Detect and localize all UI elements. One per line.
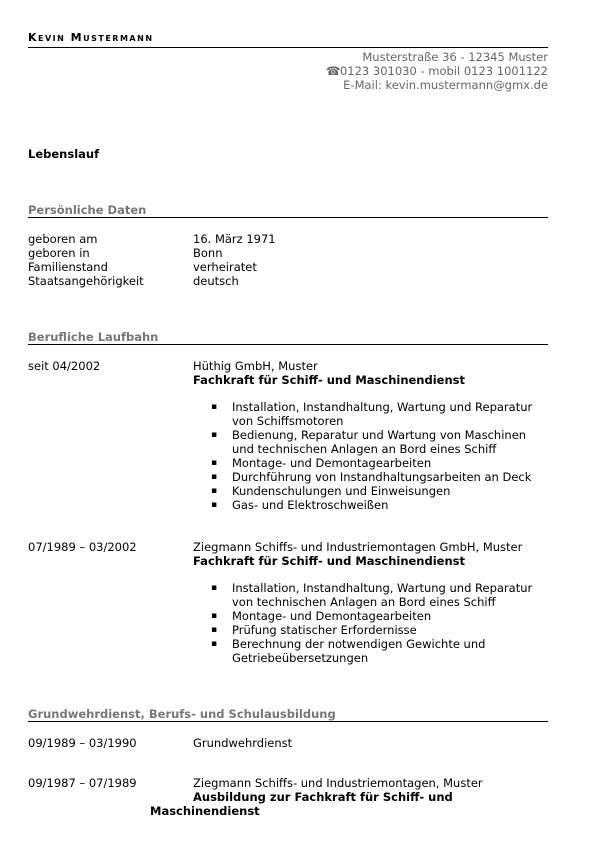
personal-label: geboren am (28, 232, 98, 246)
career-task: ▪ Prüfung statischer Erfordernisse (193, 623, 548, 637)
education-text: Grundwehrdienst (193, 736, 293, 750)
section-heading-education: Grundwehrdienst, Berufs- und Schulausbildung (28, 707, 336, 721)
career-role: Fachkraft für Schiff- und Maschinendienst (193, 554, 465, 568)
personal-label: geboren in (28, 246, 90, 260)
personal-value: Bonn (193, 246, 223, 260)
career-period: seit 04/2002 (28, 359, 101, 373)
personal-value: deutsch (193, 274, 239, 288)
career-company: Hüthig GmbH, Muster (193, 359, 318, 373)
section-rule-personal (28, 217, 548, 218)
document-title: Lebenslauf (28, 147, 100, 161)
career-task: ▪ Montage- und Demontagearbeiten (193, 609, 548, 623)
career-task-list (193, 581, 548, 665)
personal-label: Staatsangehörigkeit (28, 274, 144, 288)
career-task: ▪ Kundenschulungen und Einweisungen (193, 484, 548, 498)
career-task: ▪ Durchführung von Instandhaltungsarbeiten an Deck (193, 470, 548, 484)
career-task: ▪ Bedienung, Reparatur und Wartung von Maschinen und technischen Anlagen an Bord eines Schiff (193, 428, 548, 456)
telephone-icon: ☎ (325, 64, 341, 78)
contact-phone (326, 64, 548, 78)
section-rule-education (28, 721, 548, 722)
education-period: 09/1987 – 07/1989 (28, 776, 137, 790)
personal-value: 16. März 1971 (193, 232, 276, 246)
applicant-name: Kevin Mustermann (28, 31, 154, 44)
section-heading-personal: Persönliche Daten (28, 203, 147, 217)
contact-phone-text: 0123 301030 - mobil 0123 1001122 (339, 64, 548, 78)
education-role: Ausbildung zur Fachkraft für Schiff- und (193, 790, 453, 804)
education-company: Ziegmann Schiffs- und Industriemontagen, Muster (193, 776, 483, 790)
header-rule (28, 47, 548, 48)
career-task: ▪ Berechnung der notwendigen Gewichte und Getriebeübersetzungen (193, 637, 548, 665)
career-task: ▪ Installation, Instandhaltung, Wartung und Reparatur von Schiffsmotoren (193, 400, 548, 428)
career-task: ▪ Gas- und Elektroschweißen (193, 498, 548, 512)
career-role: Fachkraft für Schiff- und Maschinendienst (193, 373, 465, 387)
career-company: Ziegmann Schiffs- und Industriemontagen GmbH, Muster (193, 540, 523, 554)
education-role-continuation: Maschinendienst (150, 804, 260, 818)
contact-email: E-Mail: kevin.mustermann@gmx.de (343, 78, 548, 92)
section-rule-career (28, 344, 548, 345)
career-task-list (193, 400, 548, 512)
career-period: 07/1989 – 03/2002 (28, 540, 137, 554)
career-task: ▪ Montage- und Demontagearbeiten (193, 456, 548, 470)
career-task: ▪ Installation, Instandhaltung, Wartung und Reparatur von technischen Anlagen an Bord eines Schiff (193, 581, 548, 609)
personal-value: verheiratet (193, 260, 257, 274)
education-period: 09/1989 – 03/1990 (28, 736, 137, 750)
personal-label: Familienstand (28, 260, 108, 274)
contact-address: Musterstraße 36 - 12345 Muster (362, 50, 548, 64)
section-heading-career: Berufliche Laufbahn (28, 330, 159, 344)
